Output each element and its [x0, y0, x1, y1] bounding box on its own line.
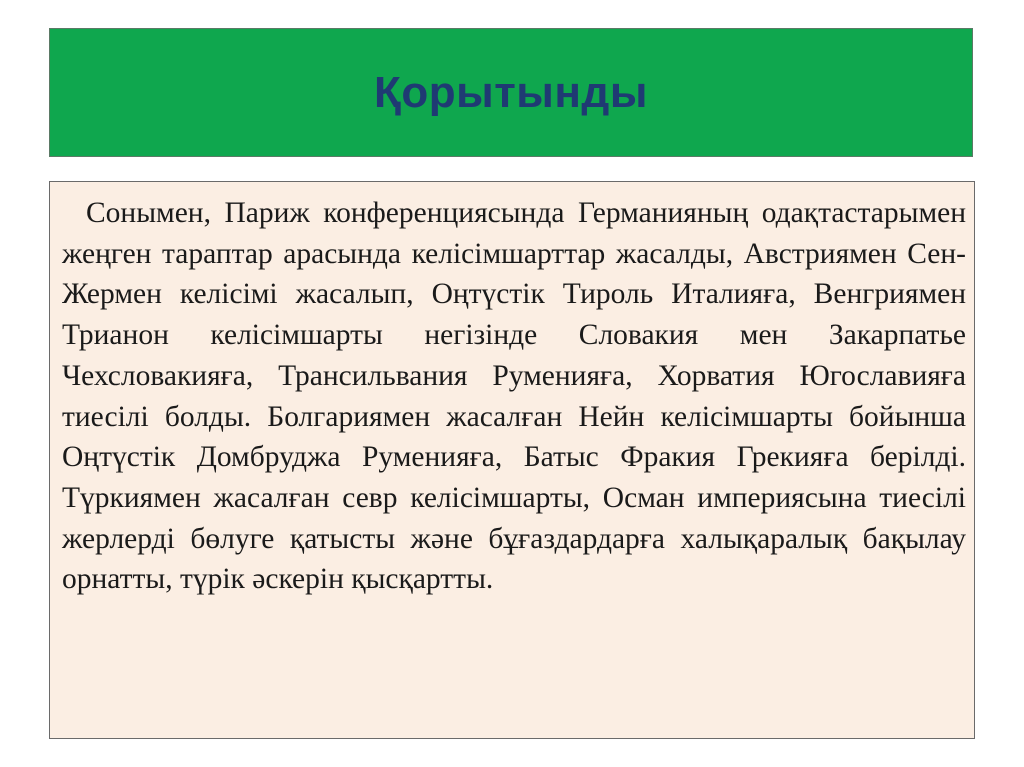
content-panel	[49, 181, 975, 739]
title-panel	[49, 28, 973, 157]
slide-body-text: Сонымен, Париж конференциясында Германияның одақтастарымен жеңген тараптар арасында келісімшарттар жасалды, Австриямен Сен-Жермен келісімі жасалып, Оңтүстік Тироль Италияға, Венгриямен Трианон келісімшарты негізінде Словакия мен Закарпатье Чехсловакияға, Трансильвания Руменияға, Хорватия Югославияға тиесілі болды. Болгариямен жасалған Нейн келісімшарты бойынша Оңтүстік Домбруджа Руменияға, Батыс Фракия Грекияға берілді. Түркиямен жасалған севр келісімшарты, Осман империясына тиесілі жерлерді бөлуге қатысты және бұғаздардарға халықаралық бақылау орнатты, түрік әскерін қысқартты.	[62, 197, 966, 596]
slide-title: Қорытынды	[374, 67, 648, 117]
